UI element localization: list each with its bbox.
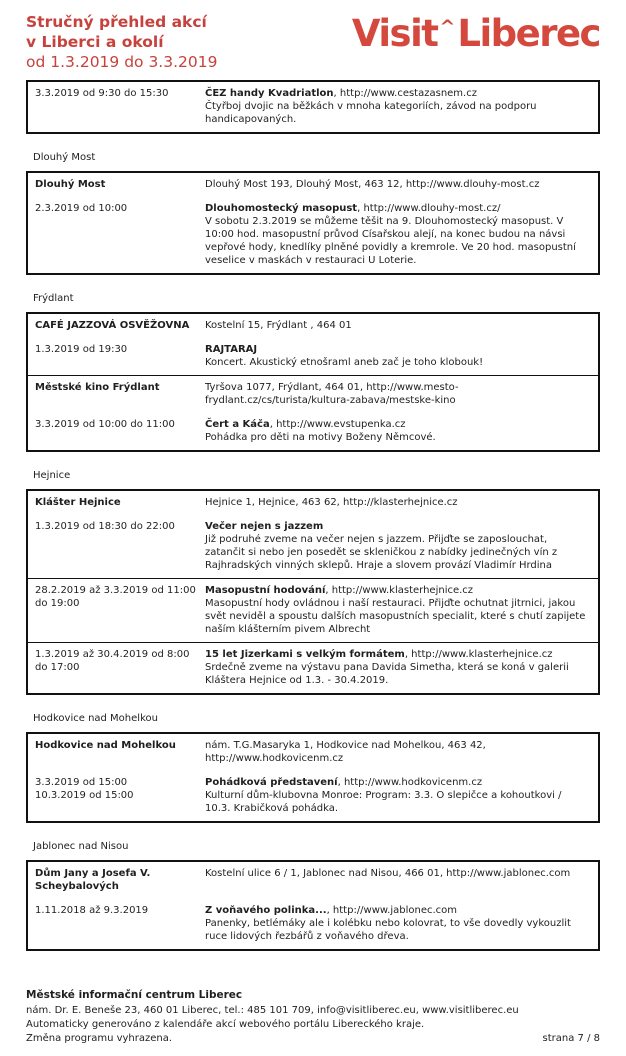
- event-row: [28, 338, 598, 375]
- page-title-line-2: v Liberci a okolí: [26, 33, 164, 51]
- event-date-text: 3.3.2019 od 9:30 do 15:30: [35, 88, 169, 99]
- venue-row: [28, 862, 598, 899]
- event-title: Dlouhomostecký masopust: [205, 203, 358, 214]
- event-row: [28, 82, 598, 132]
- event-description: Panenky, betlémáky ale i kolébku nebo kolovrat, to vše dovedly vykouzlit ruce lidových řezbářů z voňavého dřeva.: [205, 918, 571, 942]
- venue-row: [28, 173, 598, 197]
- event-table: [26, 860, 600, 951]
- event-details: [205, 87, 598, 126]
- city-section: [26, 840, 600, 951]
- event-title-line: [205, 202, 590, 215]
- event-row: [28, 197, 598, 273]
- event-details: [205, 418, 598, 444]
- event-title-line: [205, 418, 590, 431]
- event-title-line: [205, 520, 590, 533]
- footer-disclaimer: Změna programu vyhrazena.: [26, 1033, 173, 1044]
- event-details: [205, 202, 598, 267]
- venue-name: [28, 319, 205, 332]
- logo-word-liberec: Liberec: [457, 12, 600, 55]
- event-row: [28, 578, 598, 642]
- event-date-text: 1.11.2018 až 9.3.2019: [35, 905, 149, 916]
- venue-address: Hejnice 1, Hejnice, 463 62, http://klasterhejnice.cz: [205, 497, 458, 508]
- venue-address: nám. T.G.Masaryka 1, Hodkovice nad Mohelkou, 463 42, http://www.hodkovicenm.cz: [205, 740, 486, 764]
- event-description: Kulturní dům-klubovna Monroe: Program: 3.3. O slepičce a kohoutkovi / 10.3. Krabičková pohádka.: [205, 790, 562, 814]
- event-date-text: 2.3.2019 od 10:00: [35, 203, 128, 214]
- visit-liberec-logo: [352, 10, 600, 62]
- footer-generated-note: Automaticky generováno z kalendáře akcí webového portálu Libereckého kraje.: [26, 1019, 425, 1030]
- event-description: V sobotu 2.3.2019 se můžeme těšit na 9. Dlouhomostecký masopust. V 10:00 hod. masopustní průvod Císařskou alejí, na konec budou na návsi vepřové hody, knedlíky plněné povidly a kremrole. Ve 20 hod. masopustní veselice v maskách v restauraci U Loterie.: [205, 216, 576, 266]
- event-table: [26, 732, 600, 823]
- event-url: , http://www.dlouhy-most.cz/: [357, 203, 501, 214]
- event-title: Večer nejen s jazzem: [205, 521, 324, 532]
- event-description: Masopustní hody ovládnou i naší restauraci. Přijďte ochutnat jitrnici, jakou svět neviděl a spoustu dalších masopustních specialit, které s chutí zapijete naším klášterním pivem Albrecht: [205, 598, 586, 635]
- event-title: Z voňavého polinka...: [205, 905, 327, 916]
- city-section: [26, 151, 600, 275]
- event-date: [28, 520, 205, 572]
- event-title: Masopustní hodování: [205, 585, 326, 596]
- event-table: [26, 489, 600, 695]
- city-section: [26, 292, 600, 452]
- venue-name-text: Hodkovice nad Mohelkou: [35, 740, 176, 751]
- venue-name-text: Dlouhý Most: [35, 179, 106, 190]
- city-section: [26, 469, 600, 695]
- venue-name-text: CAFÉ JAZZOVÁ OSVĚŽOVNA: [35, 320, 190, 331]
- event-url: , http://www.klasterhejnice.cz: [325, 585, 474, 596]
- city-section: [26, 80, 600, 134]
- event-title: Čert a Káča: [205, 419, 270, 430]
- event-row: [28, 899, 598, 949]
- event-date-text: 3.3.2019 od 10:00 do 11:00: [35, 419, 175, 430]
- event-date-text: 10.3.2019 od 15:00: [35, 790, 134, 801]
- venue-name: [28, 867, 205, 893]
- event-date: [28, 343, 205, 369]
- venue-name: [28, 178, 205, 191]
- page-title-line-1: Stručný přehled akcí: [26, 13, 207, 31]
- page-title: [26, 10, 217, 72]
- event-details: [205, 343, 598, 369]
- event-row: [28, 771, 598, 821]
- logo-word-visit: Visit: [351, 12, 438, 55]
- event-date-text: 1.3.2019 od 18:30 do 22:00: [35, 521, 175, 532]
- event-description: Pohádka pro děti na motivy Boženy Němcové.: [205, 432, 436, 443]
- event-date-text: 3.3.2019 od 15:00: [35, 777, 128, 788]
- section-label: Hejnice: [33, 470, 71, 481]
- page-header: [26, 10, 600, 72]
- event-title: RAJTARAJ: [205, 344, 258, 355]
- event-date: [28, 584, 205, 636]
- event-table: [26, 312, 600, 452]
- event-description: Koncert. Akustický etnošraml aneb zač je toho klobouk!: [205, 357, 484, 368]
- footer-address: nám. Dr. E. Beneše 23, 460 01 Liberec, tel.: 485 101 709, info@visitliberec.eu, www.visitliberec.eu: [26, 1005, 519, 1016]
- event-table: [26, 80, 600, 134]
- event-details: [205, 904, 598, 943]
- event-title-line: [205, 904, 590, 917]
- event-title-line: [205, 584, 590, 597]
- event-description: Srdečně zveme na výstavu pana Davida Simetha, která se koná v galerii Kláštera Hejnice od 1.3. - 30.4.2019.: [205, 662, 569, 686]
- event-title: ČEZ handy Kvadriatlon: [205, 88, 334, 99]
- event-description: Již podruhé zveme na večer nejen s jazzem. Přijďte se zaposlouchat, zatančit si nebo jen posedět se skleničkou z nabídky jedinečných vín z Rajhradských vinných sklepů. Hraje a slovem provází Vladimír Hrdina: [205, 534, 558, 571]
- venue-address: Tyršova 1077, Frýdlant, 464 01, http://www.mesto-frydlant.cz/cs/turista/kultura-zabava/mestske-kino: [205, 382, 459, 406]
- city-section: [26, 712, 600, 823]
- venue-address: Dlouhý Most 193, Dlouhý Most, 463 12, http://www.dlouhy-most.cz: [205, 179, 540, 190]
- event-details: [205, 776, 598, 815]
- section-label: Dlouhý Most: [33, 152, 96, 163]
- event-row: [28, 642, 598, 693]
- venue-name-text: Dům Jany a Josefa V. Scheybalových: [35, 868, 151, 892]
- venue-row: [28, 491, 598, 515]
- venue-row: [28, 375, 598, 413]
- venue-name-text: Městské kino Frýdlant: [35, 382, 160, 393]
- event-date: [28, 87, 205, 126]
- event-date: [28, 418, 205, 444]
- event-title-line: [205, 648, 590, 661]
- event-details: [205, 520, 598, 572]
- event-row: [28, 515, 598, 578]
- event-sections: [26, 80, 600, 951]
- event-url: , http://www.jablonec.com: [326, 905, 458, 916]
- venue-address: Kostelní 15, Frýdlant , 464 01: [205, 320, 352, 331]
- event-row: [28, 413, 598, 450]
- event-details: [205, 648, 598, 687]
- event-title-line: [205, 343, 590, 356]
- event-date: [28, 904, 205, 943]
- event-date: [28, 648, 205, 687]
- section-label: Frýdlant: [33, 293, 74, 304]
- event-date-text: 1.3.2019 až 30.4.2019 od 8:00 do 17:00: [35, 649, 190, 673]
- section-label: Hodkovice nad Mohelkou: [33, 713, 158, 724]
- logo-caret-icon: ^: [439, 16, 456, 38]
- venue-name-text: Klášter Hejnice: [35, 497, 121, 508]
- event-date-text: 1.3.2019 od 19:30: [35, 344, 128, 355]
- page-number: strana 7 / 8: [542, 1033, 600, 1044]
- event-url: , http://www.hodkovicenm.cz: [337, 777, 483, 788]
- venue-name: [28, 739, 205, 765]
- venue-name: [28, 496, 205, 509]
- event-title-line: [205, 87, 590, 100]
- event-date: [28, 202, 205, 267]
- event-table: [26, 171, 600, 275]
- page-title-date-range: od 1.3.2019 do 3.3.2019: [26, 53, 218, 71]
- event-url: , http://www.evstupenka.cz: [269, 419, 406, 430]
- venue-address: Kostelní ulice 6 / 1, Jablonec nad Nisou, 466 01, http://www.jablonec.com: [205, 868, 571, 879]
- venue-row: [28, 734, 598, 771]
- section-label: Jablonec nad Nisou: [33, 841, 129, 852]
- event-title-line: [205, 776, 590, 789]
- venue-row: [28, 314, 598, 338]
- event-date-text: 28.2.2019 až 3.3.2019 od 11:00 do 19:00: [35, 585, 196, 609]
- event-date: [28, 776, 205, 815]
- event-details: [205, 584, 598, 636]
- event-title: Pohádková představení: [205, 777, 338, 788]
- venue-name: [28, 381, 205, 407]
- footer-organization: Městské informační centrum Liberec: [26, 989, 243, 1001]
- event-title: 15 let Jizerkami s velkým formátem: [205, 649, 405, 660]
- event-description: Čtyřboj dvojic na běžkách v mnoha kategoriích, závod na podporu handicapovaných.: [205, 101, 537, 125]
- event-url: , http://www.cestazasnem.cz: [333, 88, 477, 99]
- event-url: , http://www.klasterhejnice.cz: [404, 649, 553, 660]
- page-footer: [26, 989, 600, 1046]
